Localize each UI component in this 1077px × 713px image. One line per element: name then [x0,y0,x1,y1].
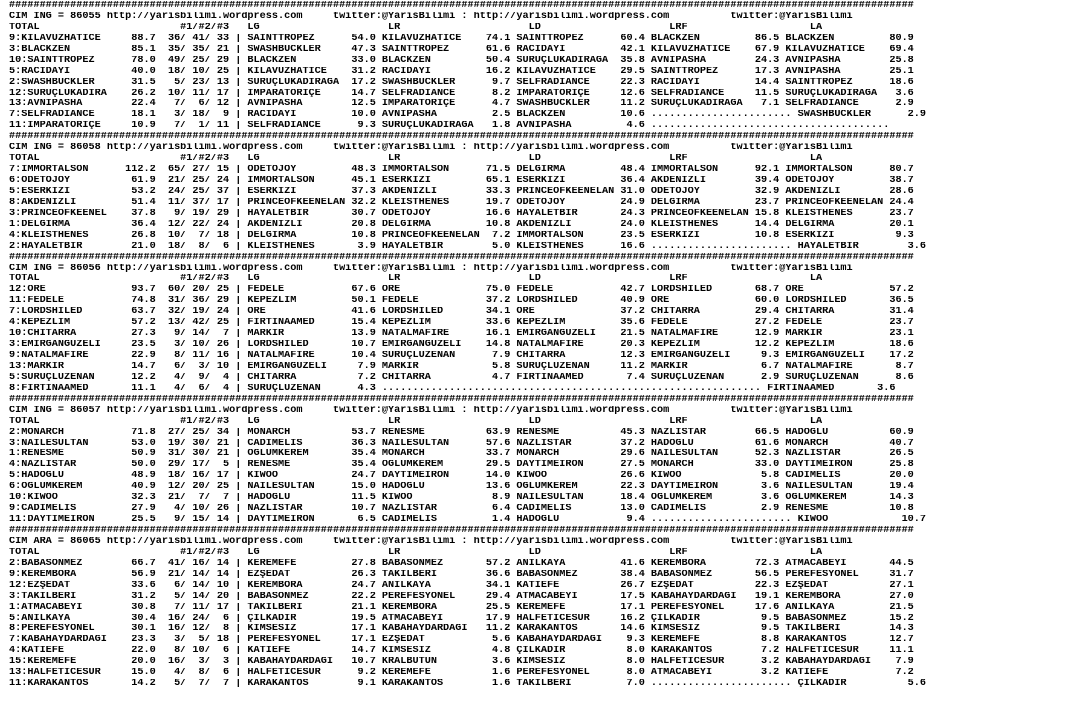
data-line: 1:RENESME 50.9 31/ 30/ 21 | OĞLUMKEREM 35.4 MONARCH 33.7 MONARCH 29.6 NAİLESULTAN 52.3 NAZLISTAR 26.5 [9,449,914,460]
data-line: 11:İMPARATORİÇE 10.9 7/ 1/ 11 | SELFRADIANCE 9.3 SURUÇLUKADİRAĞA 1.8 AVNİPASHA 4.6 ....................................... [9,121,890,132]
race-header-line: CIM ARA = 86065 http://yarisbilimi.wordpress.com twitter:@YarisBilimi : http://yarisbilimi.wordpress.com twitter:@YarisBilimi [9,536,853,547]
data-line: 3:PRINCEOFKEENEL 37.8 9/ 19/ 29 | HAYALETBİR 30.7 ODETOJOY 16.6 HAYALETBİR 24.3 PRINCEOFKEENELAN 15.8 KLEISTHENES 23.7 [9,208,914,219]
separator-line: #################################################################################################################################################### [9,1,914,11]
column-header-line: TOTAL #1/#2/#3 LG LR LD LRF LA [9,547,823,558]
data-line: 5:ANILKAYA 30.4 16/ 24/ 6 | ÇILKADIR 19.5 ATMACABEYİ 17.9 HALFETİCESUR 16.2 ÇILKADIR 9.5 BABASÖNMEZ 15.2 [9,613,914,624]
data-line: 11:FEDELE 74.8 31/ 36/ 29 | KEPEZLİM 50.1 FEDELE 37.2 LORDSHILED 40.9 ORE 60.0 LORDSHILED 36.5 [9,296,914,307]
column-header-line: TOTAL #1/#2/#3 LG LR LD LRF LA [9,22,823,33]
data-line: 12:ORE 93.7 60/ 20/ 25 | FEDELE 67.6 ORE 75.0 FEDELE 42.7 LORDSHILED 68.7 ORE 57.2 [9,285,914,296]
data-line: 1:ATMACABEYİ 30.8 7/ 11/ 17 | TAKILBERİ 21.1 KEREMBORA 25.5 KEREMEFE 17.1 PEREFESYONEL 17.6 ANILKAYA 21.5 [9,602,914,613]
data-line: 10:CHITARRA 27.3 9/ 14/ 7 | MARKIR 13.9 NATALMAFIRE 16.1 EMİRGANGÜZELİ 21.5 NATALMAFIRE 12.9 MARKIR 23.1 [9,329,914,340]
data-line: 4:KATİEFE 22.0 8/ 10/ 6 | KATİEFE 14.7 KİMSESİZ 4.8 ÇILKADIR 8.0 KARAKANTOS 7.2 HALFETİCESUR 11.1 [9,646,914,657]
data-line: 1:DELGİRMA 36.4 12/ 22/ 24 | AKDENİZLİ 20.8 DELGİRMA 10.8 AKDENİZLİ 24.0 KLEISTHENES 14.4 DELGİRMA 20.1 [9,219,914,230]
data-line: 9:NATALMAFIRE 22.9 8/ 11/ 16 | NATALMAFIRE 10.4 SURUÇLUZENAN 7.9 CHITARRA 12.3 EMİRGANGÜZELİ 9.3 EMİRGANGÜZELİ 17.2 [9,351,914,361]
data-line: 9:KILAVUZHATİCE 88.7 36/ 41/ 33 | SAINTTROPEZ 54.0 KILAVUZHATİCE 74.1 SAINTTROPEZ 60.4 BLACKZEN 86.5 BLACKZEN 80.9 [9,33,914,44]
race-header-line: CIM ING = 86057 http://yarisbilimi.wordpress.com twitter:@YarisBilimi : http://yarisbilimi.wordpress.com twitter:@YarisBilimi [9,405,853,416]
data-line: 11:KARAKANTOS 14.2 5/ 7/ 7 | KARAKANTOS 9.1 KARAKANTOS 1.6 TAKILBERİ 7.0 ....................... ÇILKADIR 5.6 [9,679,927,690]
separator-line: #################################################################################################################################################### [9,526,914,536]
data-line: 13:AVNİPASHA 22.4 7/ 6/ 12 | AVNİPASHA 12.5 İMPARATORİÇE 4.7 SWASHBUCKLER 11.2 SURUÇLUKADİRAĞA 7.1 SELFRADIANCE 2.9 [9,99,914,110]
data-line: 2:MONARCH 71.8 27/ 25/ 34 | MONARCH 53.7 RENESME 63.9 RENESME 45.3 NAZLISTAR 66.5 HADOĞLU 60.9 [9,427,914,438]
race-header-line: CIM ING = 86055 http://yarisbilimi.wordpress.com twitter:@YarisBilimi : http://yarisbilimi.wordpress.com twitter:@YarisBilimi [9,11,853,22]
column-header-line: TOTAL #1/#2/#3 LG LR LD LRF LA [9,274,823,285]
data-line: 12:SURUÇLUKADİRA 26.2 10/ 11/ 17 | İMPARATORİÇE 14.7 SELFRADIANCE 8.2 İMPARATORİÇE 12.6 SELFRADIANCE 11.5 SURUÇLUKADİRAĞA 3.6 [9,88,914,99]
data-line: 6:OĞLUMKEREM 40.9 12/ 20/ 25 | NAİLESULTAN 15.0 HADOĞLU 13.6 OĞLUMKEREM 22.3 DAYTIMEIRON 3.6 NAİLESULTAN 19.4 [9,482,914,493]
data-line: 4:NAZLISTAR 50.0 29/ 17/ 5 | RENESME 35.4 OĞLUMKEREM 29.5 DAYTIMEIRON 27.5 MONARCH 33.0 DAYTIMEIRON 25.8 [9,460,914,471]
data-line: 6:ODETOJOY 61.9 21/ 25/ 24 | IMMORTALSON 45.1 ESERKİZİ 65.1 ESERKİZİ 36.4 AKDENİZLİ 39.4 ODETOJOY 38.7 [9,176,914,186]
data-line: 7:KABAHAYDARDAĞI 23.3 3/ 5/ 18 | PEREFESYONEL 17.1 EZŞEDAT 5.6 KABAHAYDARDAĞI 9.3 KEREMEFE 8.8 KARAKANTOS 12.7 [9,635,914,646]
data-line: 4:KEPEZLİM 57.2 13/ 42/ 25 | FIRTINAAMED 15.4 KEPEZLİM 33.6 KEPEZLİM 35.6 FEDELE 27.2 FEDELE 23.7 [9,318,914,329]
data-line: 13:HALFETİCESUR 15.0 4/ 8/ 6 | HALFETİCESUR 9.2 KEREMEFE 1.6 PEREFESYONEL 8.0 ATMACABEYİ 3.2 KATİEFE 7.2 [9,668,914,679]
data-line: 4:KLEISTHENES 26.8 10/ 7/ 18 | DELGİRMA 10.8 PRINCEOFKEENELAN 7.2 IMMORTALSON 23.5 ESERKİZİ 10.8 ESERKİZİ 9.3 [9,230,914,241]
data-line: 9:KEREMBORA 56.9 21/ 14/ 14 | EZŞEDAT 26.3 TAKILBERİ 36.6 BABASÖNMEZ 38.4 BABASÖNMEZ 56.5 PEREFESYONEL 31.7 [9,569,914,580]
data-line: 5:HADOĞLU 48.9 18/ 16/ 17 | KIWOO 24.7 DAYTIMEIRON 14.0 KIWOO 26.6 KIWOO 5.8 CADİMELİS 20.0 [9,471,914,482]
data-line: 5:RACİDAYI 40.0 18/ 10/ 25 | KILAVUZHATİCE 31.2 RACİDAYI 16.2 KILAVUZHATİCE 29.5 SAINTTROPEZ 17.3 AVNİPASHA 25.1 [9,66,914,77]
column-header-line: TOTAL #1/#2/#3 LG LR LD LRF LA [9,154,823,165]
data-line: 12:EZŞEDAT 33.6 6/ 14/ 10 | KEREMBORA 24.7 ANILKAYA 34.1 KATİEFE 26.7 EZŞEDAT 22.3 EZŞEDAT 27.1 [9,580,914,591]
data-line: 8:FIRTINAAMED 11.1 4/ 6/ 4 | SURUÇLUZENAN 4.3 .............................................................. FIRTINAAMED 3.6 [9,383,896,394]
data-line: 7:LORDSHILED 63.7 32/ 19/ 24 | ORE 41.6 LORDSHILED 34.1 ORE 37.2 CHITARRA 29.4 CHITARRA 31.4 [9,307,914,318]
column-header-line: TOTAL #1/#2/#3 LG LR LD LRF LA [9,416,823,427]
data-line: 5:ESERKİZİ 53.2 24/ 25/ 37 | ESERKİZİ 37.3 AKDENİZLİ 33.3 PRINCEOFKEENELAN 31.0 ODETOJOY 32.9 AKDENİZLİ 28.6 [9,186,914,197]
separator-line: #################################################################################################################################################### [9,252,914,263]
data-line: 7:SELFRADIANCE 18.1 3/ 18/ 9 | RACİDAYI 10.0 AVNİPASHA 2.5 BLACKZEN 10.6 ....................... SWASHBUCKLER 2.9 [9,110,927,121]
data-line: 8:AKDENİZLİ 51.4 11/ 37/ 17 | PRINCEOFKEENELAN 32.2 KLEISTHENES 19.7 ODETOJOY 24.9 DELGİRMA 23.7 PRINCEOFKEENELAN 24.4 [9,197,914,208]
data-line: 7:IMMORTALSON 112.2 65/ 27/ 15 | ODETOJOY 48.3 IMMORTALSON 71.5 DELGİRMA 48.4 IMMORTALSON 92.1 IMMORTALSON 80.7 [9,165,914,176]
data-line: 2:HAYALETBİR 21.0 18/ 8/ 6 | KLEISTHENES 3.9 HAYALETBİR 5.0 KLEISTHENES 16.6 ....................... HAYALETBİR 3.6 [9,241,927,252]
separator-line: #################################################################################################################################################### [9,394,914,405]
data-line: 3:TAKILBERİ 31.2 5/ 14/ 20 | BABASÖNMEZ 22.2 PEREFESYONEL 29.4 ATMACABEYİ 17.5 KABAHAYDARDAĞI 19.1 KEREMBORA 27.0 [9,591,914,602]
data-line: 3:BLACKZEN 85.1 35/ 35/ 21 | SWASHBUCKLER 47.3 SAINTTROPEZ 61.6 RACİDAYI 42.1 KILAVUZHATİCE 67.9 KILAVUZHATİCE 69.4 [9,44,914,55]
separator-line: #################################################################################################################################################### [9,132,914,143]
data-line: 2:BABASÖNMEZ 66.7 41/ 16/ 14 | KEREMEFE 27.8 BABASÖNMEZ 57.2 ANILKAYA 41.6 KEREMBORA 72.3 ATMACABEYİ 44.5 [9,558,914,569]
data-line: 5:SURUÇLUZENAN 12.2 4/ 9/ 4 | CHITARRA 7.2 CHITARRA 4.7 FIRTINAAMED 7.4 SURUÇLUZENAN 2.9 SURUÇLUZENAN 8.6 [9,372,914,383]
data-line: 11:DAYTIMEIRON 25.5 9/ 15/ 14 | DAYTIMEIRON 6.5 CADİMELİS 1.4 HADOĞLU 9.4 ....................... KIWOO 10.7 [9,515,927,526]
data-line: 3:EMİRGANGÜZELİ 23.5 3/ 10/ 26 | LORDSHILED 10.7 EMİRGANGÜZELİ 14.8 NATALMAFIRE 20.3 KEPEZLİM 12.2 KEPEZLİM 18.6 [9,340,914,351]
data-line: 2:SWASHBUCKLER 31.5 5/ 23/ 13 | SURUÇLUKADİRAĞA 17.2 SWASHBUCKLER 9.7 SELFRADIANCE 22.3 RACİDAYI 14.4 SAINTTROPEZ 18.6 [9,77,914,88]
data-line: 8:PEREFESYONEL 30.1 16/ 12/ 8 | KİMSESİZ 17.1 KABAHAYDARDAĞI 11.2 KARAKANTOS 14.6 KİMSESİZ 9.5 TAKILBERİ 14.3 [9,624,914,635]
race-header-line: CIM ING = 86056 http://yarisbilimi.wordpress.com twitter:@YarisBilimi : http://yarisbilimi.wordpress.com twitter:@YarisBilimi [9,263,853,274]
data-line: 3:NAİLESULTAN 53.0 19/ 30/ 21 | CADİMELİS 36.3 NAİLESULTAN 57.6 NAZLISTAR 37.2 HADOĞLU 61.6 MONARCH 40.7 [9,438,914,449]
data-line: 10:KIWOO 32.3 21/ 7/ 7 | HADOĞLU 11.5 KIWOO 8.9 NAİLESULTAN 18.4 OĞLUMKEREM 3.6 OĞLUMKEREM 14.3 [9,493,914,504]
data-line: 9:CADİMELİS 27.9 4/ 10/ 26 | NAZLISTAR 10.7 NAZLISTAR 6.4 CADİMELİS 13.0 CADİMELİS 2.9 RENESME 10.8 [9,504,914,515]
data-line: 15:KEREMEFE 20.0 16/ 3/ 3 | KABAHAYDARDAĞI 10.7 KRALBÜTÜN 3.6 KİMSESİZ 8.0 HALFETİCESUR 3.2 KABAHAYDARDAĞI 7.9 [9,657,914,668]
data-line: 13:MARKIR 14.7 6/ 3/ 10 | EMİRGANGÜZELİ 7.9 MARKIR 5.8 SURUÇLUZENAN 11.2 MARKIR 6.7 NATALMAFIRE 8.7 [9,361,914,372]
race-header-line: CIM ING = 86058 http://yarisbilimi.wordpress.com twitter:@YarisBilimi : http://yarisbilimi.wordpress.com twitter:@YarisBilimi [9,143,853,154]
data-line: 10:SAINTTROPEZ 78.0 49/ 25/ 29 | BLACKZEN 33.0 BLACKZEN 50.4 SURUÇLUKADİRAĞA 35.8 AVNİPASHA 24.3 AVNİPASHA 25.8 [9,55,914,66]
